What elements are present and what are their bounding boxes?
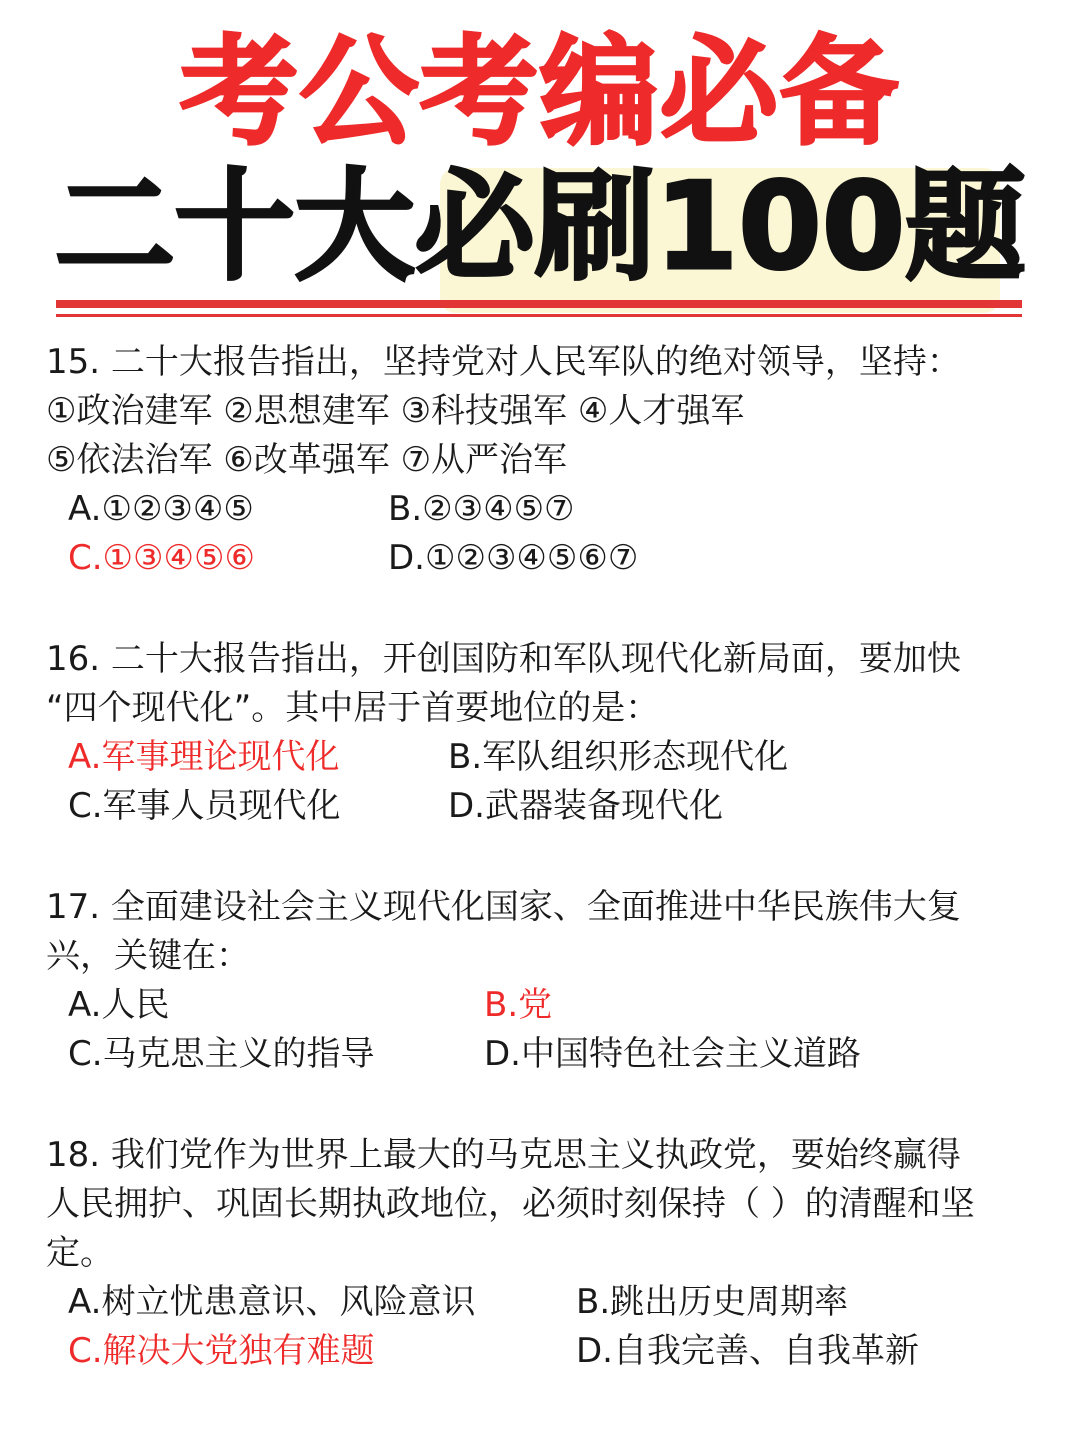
option-b: B.党 [484, 985, 553, 1025]
stem-line: 17. 全面建设社会主义现代化国家、全面推进中华民族伟大复 [46, 887, 961, 927]
header [0, 0, 1080, 330]
stem-line: 定。 [46, 1233, 114, 1273]
question-stem [46, 1131, 1040, 1278]
option-c: C.①③④⑤⑥ [68, 538, 255, 578]
stem-line: 16. 二十大报告指出，开创国防和军队现代化新局面，要加快 [46, 639, 961, 679]
options [46, 733, 1040, 831]
option-a: A.军事理论现代化 [68, 737, 340, 777]
option-a: A.①②③④⑤ [68, 489, 254, 529]
question-17 [46, 883, 1040, 1079]
options [46, 981, 1040, 1079]
option-b: B.军队组织形态现代化 [448, 737, 789, 777]
stem-line: 15. 二十大报告指出，坚持党对人民军队的绝对领导，坚持： [46, 342, 961, 382]
question-stem [46, 635, 1040, 733]
option-d: D.①②③④⑤⑥⑦ [388, 538, 639, 578]
option-d: D.武器装备现代化 [448, 786, 723, 826]
question-stem [46, 883, 1040, 981]
title-line2: 二十大必刷100题 [54, 158, 1026, 297]
stem-line: ①政治建军 ②思想建军 ③科技强军 ④人才强军 [46, 391, 745, 431]
question-18 [46, 1131, 1040, 1376]
option-d: D.中国特色社会主义道路 [484, 1034, 861, 1074]
question-15 [46, 338, 1040, 583]
option-b: B.②③④⑤⑦ [388, 489, 575, 529]
divider-thin [56, 314, 1022, 317]
option-a: A.人民 [68, 985, 170, 1025]
question-list [46, 338, 1040, 1428]
options [46, 485, 1040, 583]
title-line1: 考公考编必备 [179, 23, 900, 161]
option-b: B.跳出历史周期率 [576, 1282, 849, 1322]
option-a: A.树立忧患意识、风险意识 [68, 1282, 476, 1322]
stem-line: 兴，关键在： [46, 936, 250, 976]
option-c: C.马克思主义的指导 [68, 1034, 375, 1074]
option-c: C.军事人员现代化 [68, 786, 341, 826]
option-c: C.解决大党独有难题 [68, 1331, 375, 1371]
question-stem [46, 338, 1040, 485]
stem-line: ⑤依法治军 ⑥改革强军 ⑦从严治军 [46, 440, 568, 480]
stem-line: 人民拥护、巩固长期执政地位，必须时刻保持（ ）的清醒和坚 [46, 1184, 975, 1224]
question-16 [46, 635, 1040, 831]
stem-line: 18. 我们党作为世界上最大的马克思主义执政党，要始终赢得 [46, 1135, 961, 1175]
option-d: D.自我完善、自我革新 [576, 1331, 919, 1371]
stem-line: “四个现代化”。其中居于首要地位的是： [46, 688, 660, 728]
options [46, 1278, 1040, 1376]
divider-thick [56, 300, 1022, 308]
